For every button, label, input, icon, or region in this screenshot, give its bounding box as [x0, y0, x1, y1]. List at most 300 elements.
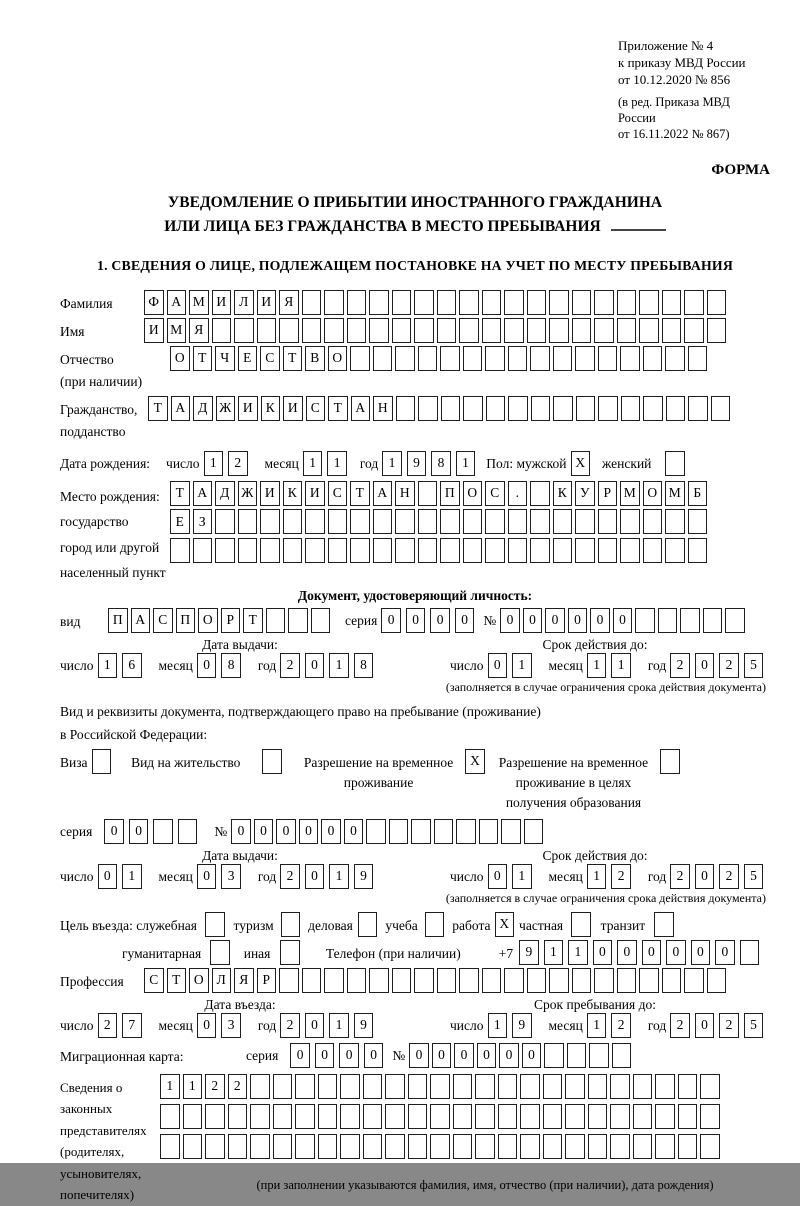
- cell[interactable]: 0: [406, 608, 426, 633]
- cell[interactable]: [363, 1074, 383, 1099]
- cell[interactable]: 1: [122, 864, 142, 889]
- cell[interactable]: [740, 940, 760, 965]
- cell[interactable]: 8: [221, 653, 241, 678]
- cell[interactable]: 9: [519, 940, 539, 965]
- doc-expiry-day-cells[interactable]: [488, 653, 537, 678]
- permit-issue-day-cells[interactable]: [98, 864, 147, 889]
- cell[interactable]: О: [189, 968, 209, 993]
- cell[interactable]: [643, 346, 663, 371]
- cell[interactable]: 0: [455, 608, 475, 633]
- cell[interactable]: [475, 1134, 495, 1159]
- cell[interactable]: [508, 509, 528, 534]
- cell[interactable]: 2: [280, 653, 300, 678]
- cell[interactable]: [617, 290, 637, 315]
- cell[interactable]: [475, 1074, 495, 1099]
- cell[interactable]: [678, 1074, 698, 1099]
- cell[interactable]: 0: [500, 608, 520, 633]
- cell[interactable]: 1: [568, 940, 588, 965]
- doc-issue-month-cells[interactable]: [197, 653, 246, 678]
- temp-residence-checkbox[interactable]: [465, 749, 485, 774]
- cell[interactable]: [183, 1134, 203, 1159]
- cell[interactable]: У: [575, 481, 595, 506]
- cell[interactable]: [238, 509, 258, 534]
- cell[interactable]: 0: [197, 864, 217, 889]
- cell[interactable]: [549, 290, 569, 315]
- cell[interactable]: [178, 819, 198, 844]
- temp-residence-edu-checkbox[interactable]: [660, 749, 680, 774]
- cell[interactable]: Ф: [144, 290, 164, 315]
- cell[interactable]: Н: [373, 396, 393, 421]
- cell[interactable]: А: [167, 290, 187, 315]
- cell[interactable]: [700, 1104, 720, 1129]
- cell[interactable]: 0: [523, 608, 543, 633]
- cell[interactable]: 1: [587, 864, 607, 889]
- cell[interactable]: [688, 509, 708, 534]
- cell[interactable]: [594, 968, 614, 993]
- purpose-business-checkbox[interactable]: [358, 912, 378, 937]
- cell[interactable]: [418, 396, 438, 421]
- cell[interactable]: [684, 968, 704, 993]
- permit-number-cells[interactable]: [231, 819, 546, 844]
- cell[interactable]: 9: [407, 451, 427, 476]
- cell[interactable]: [262, 749, 282, 774]
- cell[interactable]: [205, 1134, 225, 1159]
- cell[interactable]: [408, 1074, 428, 1099]
- doc-expiry-year-cells[interactable]: [670, 653, 768, 678]
- cell[interactable]: [266, 608, 286, 633]
- cell[interactable]: [295, 1134, 315, 1159]
- cell[interactable]: [350, 538, 370, 563]
- cell[interactable]: [684, 290, 704, 315]
- cell[interactable]: 0: [666, 940, 686, 965]
- cell[interactable]: [508, 346, 528, 371]
- cell[interactable]: [440, 538, 460, 563]
- cell[interactable]: Я: [189, 318, 209, 343]
- cell[interactable]: 1: [329, 653, 349, 678]
- citizenship-cells[interactable]: [148, 396, 733, 421]
- cell[interactable]: П: [108, 608, 128, 633]
- cell[interactable]: [392, 290, 412, 315]
- cell[interactable]: 0: [381, 608, 401, 633]
- birth-month-cells[interactable]: [303, 451, 352, 476]
- cell[interactable]: [153, 819, 173, 844]
- cell[interactable]: С: [153, 608, 173, 633]
- cell[interactable]: [553, 346, 573, 371]
- cell[interactable]: 2: [228, 1074, 248, 1099]
- cell[interactable]: [205, 912, 225, 937]
- cell[interactable]: 0: [499, 1043, 519, 1068]
- cell[interactable]: 0: [104, 819, 124, 844]
- cell[interactable]: [210, 940, 230, 965]
- cell[interactable]: [612, 1043, 632, 1068]
- cell[interactable]: [504, 968, 524, 993]
- cell[interactable]: Т: [350, 481, 370, 506]
- cell[interactable]: [311, 608, 331, 633]
- cell[interactable]: 2: [670, 1013, 690, 1038]
- cell[interactable]: О: [463, 481, 483, 506]
- cell[interactable]: [215, 509, 235, 534]
- cell[interactable]: 0: [642, 940, 662, 965]
- cell[interactable]: 7: [122, 1013, 142, 1038]
- cell[interactable]: И: [260, 481, 280, 506]
- cell[interactable]: 1: [488, 1013, 508, 1038]
- cell[interactable]: [530, 509, 550, 534]
- doc-expiry-month-cells[interactable]: [587, 653, 636, 678]
- cell[interactable]: [260, 538, 280, 563]
- cell[interactable]: 1: [544, 940, 564, 965]
- surname-cells[interactable]: [144, 290, 729, 315]
- cell[interactable]: 5: [744, 1013, 764, 1038]
- cell[interactable]: [302, 290, 322, 315]
- cell[interactable]: И: [283, 396, 303, 421]
- cell[interactable]: К: [261, 396, 281, 421]
- stay-year-cells[interactable]: [670, 1013, 768, 1038]
- cell[interactable]: [385, 1104, 405, 1129]
- representatives-cells-3[interactable]: [160, 1134, 723, 1159]
- cell[interactable]: [418, 481, 438, 506]
- entry-year-cells[interactable]: [280, 1013, 378, 1038]
- cell[interactable]: 0: [568, 608, 588, 633]
- cell[interactable]: [572, 968, 592, 993]
- cell[interactable]: [463, 538, 483, 563]
- cell[interactable]: 0: [695, 653, 715, 678]
- cell[interactable]: [711, 396, 731, 421]
- cell[interactable]: [160, 1134, 180, 1159]
- cell[interactable]: [598, 346, 618, 371]
- cell[interactable]: .: [508, 481, 528, 506]
- cell[interactable]: [340, 1134, 360, 1159]
- cell[interactable]: П: [440, 481, 460, 506]
- cell[interactable]: [340, 1074, 360, 1099]
- cell[interactable]: [459, 318, 479, 343]
- cell[interactable]: [280, 940, 300, 965]
- cell[interactable]: Т: [170, 481, 190, 506]
- cell[interactable]: [588, 1104, 608, 1129]
- cell[interactable]: [594, 318, 614, 343]
- cell[interactable]: [643, 509, 663, 534]
- cell[interactable]: 0: [98, 864, 118, 889]
- cell[interactable]: А: [193, 481, 213, 506]
- cell[interactable]: [571, 912, 591, 937]
- cell[interactable]: [589, 1043, 609, 1068]
- cell[interactable]: [662, 318, 682, 343]
- cell[interactable]: [273, 1134, 293, 1159]
- cell[interactable]: 0: [231, 819, 251, 844]
- cell[interactable]: [665, 346, 685, 371]
- cell[interactable]: 9: [512, 1013, 532, 1038]
- cell[interactable]: 0: [477, 1043, 497, 1068]
- cell[interactable]: М: [189, 290, 209, 315]
- representatives-cells-2[interactable]: [160, 1104, 723, 1129]
- cell[interactable]: 2: [611, 1013, 631, 1038]
- cell[interactable]: 0: [364, 1043, 384, 1068]
- cell[interactable]: [565, 1134, 585, 1159]
- cell[interactable]: 2: [205, 1074, 225, 1099]
- cell[interactable]: [482, 290, 502, 315]
- cell[interactable]: [553, 509, 573, 534]
- cell[interactable]: [389, 819, 409, 844]
- cell[interactable]: 0: [593, 940, 613, 965]
- permit-expiry-day-cells[interactable]: [488, 864, 537, 889]
- cell[interactable]: [666, 396, 686, 421]
- cell[interactable]: [228, 1104, 248, 1129]
- cell[interactable]: [688, 346, 708, 371]
- purpose-transit-checkbox[interactable]: [654, 912, 674, 937]
- cell[interactable]: Д: [193, 396, 213, 421]
- cell[interactable]: 0: [430, 608, 450, 633]
- doc-issue-day-cells[interactable]: [98, 653, 147, 678]
- cell[interactable]: [543, 1104, 563, 1129]
- cell[interactable]: [283, 509, 303, 534]
- cell[interactable]: [633, 1134, 653, 1159]
- cell[interactable]: [434, 819, 454, 844]
- cell[interactable]: [479, 819, 499, 844]
- cell[interactable]: [575, 509, 595, 534]
- cell[interactable]: [504, 318, 524, 343]
- cell[interactable]: [598, 396, 618, 421]
- cell[interactable]: Н: [395, 481, 415, 506]
- cell[interactable]: 2: [611, 864, 631, 889]
- cell[interactable]: [527, 290, 547, 315]
- cell[interactable]: [358, 912, 378, 937]
- cell[interactable]: [654, 912, 674, 937]
- cell[interactable]: К: [283, 481, 303, 506]
- cell[interactable]: 1: [329, 864, 349, 889]
- birth-year-cells[interactable]: [382, 451, 480, 476]
- cell[interactable]: [482, 968, 502, 993]
- cell[interactable]: [414, 290, 434, 315]
- cell[interactable]: 0: [344, 819, 364, 844]
- cell[interactable]: М: [167, 318, 187, 343]
- cell[interactable]: Л: [212, 968, 232, 993]
- permit-issue-month-cells[interactable]: [197, 864, 246, 889]
- cell[interactable]: [250, 1134, 270, 1159]
- cell[interactable]: [707, 318, 727, 343]
- cell[interactable]: [610, 1104, 630, 1129]
- cell[interactable]: [273, 1074, 293, 1099]
- cell[interactable]: И: [305, 481, 325, 506]
- cell[interactable]: 0: [129, 819, 149, 844]
- cell[interactable]: [453, 1104, 473, 1129]
- cell[interactable]: [620, 538, 640, 563]
- permit-series-cells[interactable]: [104, 819, 202, 844]
- cell[interactable]: [463, 509, 483, 534]
- cell[interactable]: 2: [280, 864, 300, 889]
- cell[interactable]: [621, 396, 641, 421]
- cell[interactable]: [665, 451, 685, 476]
- cell[interactable]: Р: [221, 608, 241, 633]
- cell[interactable]: [610, 1074, 630, 1099]
- cell[interactable]: [598, 509, 618, 534]
- cell[interactable]: [340, 1104, 360, 1129]
- cell[interactable]: [160, 1104, 180, 1129]
- cell[interactable]: [418, 509, 438, 534]
- cell[interactable]: [305, 509, 325, 534]
- sex-male-checkbox[interactable]: [571, 451, 591, 476]
- permit-expiry-month-cells[interactable]: [587, 864, 636, 889]
- phone-cells[interactable]: [519, 940, 764, 965]
- purpose-official-checkbox[interactable]: [205, 912, 225, 937]
- cell[interactable]: [598, 538, 618, 563]
- cell[interactable]: 0: [321, 819, 341, 844]
- visa-checkbox[interactable]: [92, 749, 112, 774]
- cell[interactable]: [392, 968, 412, 993]
- cell[interactable]: [273, 1104, 293, 1129]
- cell[interactable]: В: [305, 346, 325, 371]
- cell[interactable]: [639, 968, 659, 993]
- cell[interactable]: [549, 318, 569, 343]
- cell[interactable]: 1: [160, 1074, 180, 1099]
- cell[interactable]: 9: [354, 1013, 374, 1038]
- cell[interactable]: [385, 1134, 405, 1159]
- cell[interactable]: [437, 318, 457, 343]
- cell[interactable]: 1: [456, 451, 476, 476]
- cell[interactable]: [302, 968, 322, 993]
- cell[interactable]: 1: [327, 451, 347, 476]
- cell[interactable]: [655, 1074, 675, 1099]
- cell[interactable]: [576, 396, 596, 421]
- cell[interactable]: [617, 318, 637, 343]
- cell[interactable]: [486, 396, 506, 421]
- cell[interactable]: [588, 1074, 608, 1099]
- cell[interactable]: [324, 290, 344, 315]
- cell[interactable]: 0: [590, 608, 610, 633]
- cell[interactable]: [395, 509, 415, 534]
- cell[interactable]: О: [170, 346, 190, 371]
- cell[interactable]: 0: [488, 864, 508, 889]
- cell[interactable]: [530, 481, 550, 506]
- cell[interactable]: [350, 509, 370, 534]
- cell[interactable]: Ж: [238, 481, 258, 506]
- cell[interactable]: 5: [744, 653, 764, 678]
- migr-series-cells[interactable]: [290, 1043, 388, 1068]
- cell[interactable]: [212, 318, 232, 343]
- birthplace-cells-3[interactable]: [170, 538, 710, 563]
- cell[interactable]: [441, 396, 461, 421]
- cell[interactable]: [369, 290, 389, 315]
- cell[interactable]: [193, 538, 213, 563]
- cell[interactable]: Р: [598, 481, 618, 506]
- cell[interactable]: Е: [238, 346, 258, 371]
- cell[interactable]: [635, 608, 655, 633]
- cell[interactable]: О: [643, 481, 663, 506]
- cell[interactable]: [396, 396, 416, 421]
- cell[interactable]: [520, 1074, 540, 1099]
- cell[interactable]: 2: [670, 653, 690, 678]
- cell[interactable]: 3: [221, 864, 241, 889]
- cell[interactable]: 0: [305, 864, 325, 889]
- cell[interactable]: [411, 819, 431, 844]
- doc-series-cells[interactable]: [381, 608, 479, 633]
- cell[interactable]: К: [553, 481, 573, 506]
- cell[interactable]: 0: [254, 819, 274, 844]
- cell[interactable]: 0: [305, 653, 325, 678]
- cell[interactable]: [392, 318, 412, 343]
- cell[interactable]: [305, 538, 325, 563]
- cell[interactable]: [350, 346, 370, 371]
- cell[interactable]: [485, 509, 505, 534]
- cell[interactable]: [234, 318, 254, 343]
- cell[interactable]: [700, 1134, 720, 1159]
- cell[interactable]: З: [193, 509, 213, 534]
- cell[interactable]: [707, 968, 727, 993]
- cell[interactable]: [549, 968, 569, 993]
- cell[interactable]: 1: [204, 451, 224, 476]
- cell[interactable]: [725, 608, 745, 633]
- cell[interactable]: 2: [719, 864, 739, 889]
- cell[interactable]: 0: [290, 1043, 310, 1068]
- cell[interactable]: Т: [243, 608, 263, 633]
- cell[interactable]: [430, 1074, 450, 1099]
- cell[interactable]: [418, 538, 438, 563]
- birthplace-cells-2[interactable]: [170, 509, 710, 534]
- cell[interactable]: [610, 1134, 630, 1159]
- cell[interactable]: [498, 1074, 518, 1099]
- cell[interactable]: 0: [691, 940, 711, 965]
- name-cells[interactable]: [144, 318, 729, 343]
- cell[interactable]: Я: [279, 290, 299, 315]
- cell[interactable]: [665, 538, 685, 563]
- cell[interactable]: [658, 608, 678, 633]
- cell[interactable]: [575, 346, 595, 371]
- purpose-private-checkbox[interactable]: [571, 912, 591, 937]
- cell[interactable]: [366, 819, 386, 844]
- cell[interactable]: [688, 538, 708, 563]
- cell[interactable]: 1: [587, 653, 607, 678]
- cell[interactable]: [430, 1134, 450, 1159]
- purpose-tourism-checkbox[interactable]: [281, 912, 301, 937]
- cell[interactable]: 2: [98, 1013, 118, 1038]
- cell[interactable]: [475, 1104, 495, 1129]
- cell[interactable]: 5: [744, 864, 764, 889]
- cell[interactable]: 1: [98, 653, 118, 678]
- cell[interactable]: [418, 346, 438, 371]
- cell[interactable]: [567, 1043, 587, 1068]
- cell[interactable]: [318, 1074, 338, 1099]
- residence-permit-checkbox[interactable]: [262, 749, 282, 774]
- cell[interactable]: [373, 538, 393, 563]
- cell[interactable]: [347, 318, 367, 343]
- cell[interactable]: [369, 968, 389, 993]
- birthplace-cells-1[interactable]: [170, 481, 710, 506]
- cell[interactable]: 0: [432, 1043, 452, 1068]
- profession-cells[interactable]: [144, 968, 729, 993]
- cell[interactable]: М: [665, 481, 685, 506]
- cell[interactable]: Ж: [216, 396, 236, 421]
- permit-expiry-year-cells[interactable]: [670, 864, 768, 889]
- cell[interactable]: 2: [280, 1013, 300, 1038]
- cell[interactable]: 1: [329, 1013, 349, 1038]
- cell[interactable]: 8: [354, 653, 374, 678]
- cell[interactable]: [302, 318, 322, 343]
- cell[interactable]: [92, 749, 112, 774]
- cell[interactable]: [283, 538, 303, 563]
- cell[interactable]: [575, 538, 595, 563]
- cell[interactable]: [425, 912, 445, 937]
- cell[interactable]: [520, 1134, 540, 1159]
- cell[interactable]: [543, 1134, 563, 1159]
- cell[interactable]: [620, 509, 640, 534]
- cell[interactable]: С: [328, 481, 348, 506]
- cell[interactable]: 0: [695, 1013, 715, 1038]
- cell[interactable]: Р: [257, 968, 277, 993]
- cell[interactable]: 0: [409, 1043, 429, 1068]
- cell[interactable]: [459, 968, 479, 993]
- cell[interactable]: [318, 1104, 338, 1129]
- cell[interactable]: [183, 1104, 203, 1129]
- cell[interactable]: 0: [305, 1013, 325, 1038]
- cell[interactable]: [680, 608, 700, 633]
